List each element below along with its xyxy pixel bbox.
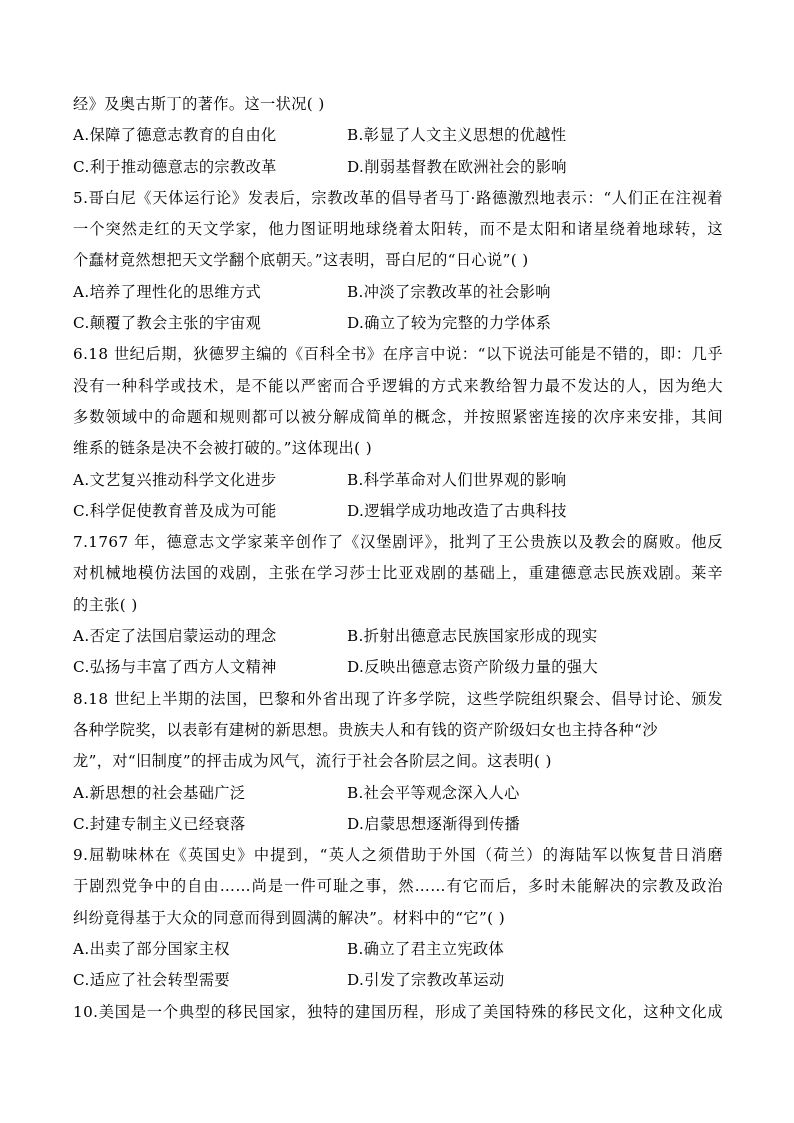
question-8-options-row-1: [73, 778, 723, 809]
question-6-stem-line-1: 6.18 世纪后期，狄德罗主编的《百科全书》在序言中说：“以下说法可能是不错的，即：几乎: [73, 345, 723, 364]
question-9-stem-line-2: 于剧烈党争中的自由……尚是一件可耻之事，然……有它而后，多时未能解决的宗教及政治: [73, 877, 723, 896]
question-9-options-row-2: [73, 965, 723, 996]
question-4-option-b: B.彰显了人文主义思想的优越性: [347, 126, 567, 145]
question-6-option-c: C.科学促使教育普及成为可能: [73, 501, 277, 520]
question-5-option-b: B.冲淡了宗教改革的社会影响: [347, 282, 551, 301]
question-9-stem-line-1: 9.屈勒味林在《英国史》中提到，“英人之须借助于外国（荷兰）的海陆军以恢复昔日消磨: [73, 846, 723, 865]
question-7-stem-line-2: 对机械地模仿法国的戏剧，主张在学习莎士比亚戏剧的基础上，重建德意志民族戏剧。莱辛: [73, 564, 723, 583]
question-6-option-a: A.文艺复兴推动科学文化进步: [73, 470, 277, 489]
question-5-stem-line-2: 一个突然走红的天文学家，他力图证明地球绕着太阳转，而不是太阳和诸星绕着地球转，这: [73, 220, 723, 239]
question-4-options-row-1: [73, 120, 723, 151]
question-4-stem: 经》及奥古斯丁的著作。这一状况( ): [73, 95, 325, 113]
question-5-option-d: D.确立了较为完整的力学体系: [347, 314, 552, 333]
question-8-option-d: D.启蒙思想逐渐得到传播: [347, 814, 521, 833]
question-8-option-a: A.新思想的社会基础广泛: [73, 783, 246, 802]
question-9-option-d: D.引发了宗教改革运动: [347, 971, 505, 990]
question-8-options-row-2: [73, 809, 723, 840]
question-5-stem-line-1: 5.哥白尼《天体运行论》发表后，宗教改革的倡导者马丁·路德激烈地表示：“人们正在注视着: [73, 188, 723, 207]
question-6-options-row-2: [73, 496, 723, 527]
question-6-option-d: D.逻辑学成功地改造了古典科技: [347, 501, 567, 520]
question-4-option-a: A.保障了德意志教育的自由化: [73, 126, 277, 145]
question-6-stem-line-2: 没有一种科学或技术，是不能以严密而合乎逻辑的方式来教给智力最不发达的人，因为绝大: [73, 376, 723, 395]
question-9-options-row-1: [73, 934, 723, 965]
question-9-option-b: B.确立了君主立宪政体: [347, 940, 505, 959]
question-4-option-d: D.削弱基督教在欧洲社会的影响: [347, 157, 567, 176]
question-5-options-row-2: [73, 308, 723, 339]
question-6-option-b: B.科学革命对人们世界观的影响: [347, 470, 567, 489]
question-5-option-c: C.颠覆了教会主张的宇宙观: [73, 314, 262, 333]
question-7-options-row-1: [73, 621, 723, 652]
question-9-option-c: C.适应了社会转型需要: [73, 971, 230, 990]
question-7-stem-line-3: 的主张( ): [73, 595, 138, 614]
question-5-stem-line-3: 个蠢材竟然想把天文学翻个底朝天。”这表明，哥白尼的“日心说”( ): [73, 251, 529, 270]
question-6-stem-line-4: 维系的链条是决不会被打破的。”这体现出( ): [73, 439, 373, 458]
question-4-options-row-2: [73, 152, 723, 183]
question-7-stem-line-1: 7.1767 年，德意志文学家莱辛创作了《汉堡剧评》，批判了王公贵族以及教会的腐败。他反: [73, 533, 723, 552]
question-7-option-c: C.弘扬与丰富了西方人文精神: [73, 658, 277, 677]
question-5-options-row-1: [73, 277, 723, 308]
question-7-option-b: B.折射出德意志民族国家形成的现实: [347, 627, 598, 646]
question-8-stem-line-3: 龙”，对“旧制度”的抨击成为风气，流行于社会各阶层之间。这表明( ): [73, 752, 552, 771]
question-8-option-b: B.社会平等观念深入人心: [347, 783, 520, 802]
question-9-option-a: A.出卖了部分国家主权: [73, 940, 230, 959]
question-6-stem-line-3: 多数领域中的命题和规则都可以被分解成简单的概念，并按照紧密连接的次序来安排，其间: [73, 407, 723, 426]
question-7-option-a: A.否定了法国启蒙运动的理念: [73, 627, 277, 646]
question-4-option-c: C.利于推动德意志的宗教改革: [73, 157, 277, 176]
question-10-stem-line-1: 10.美国是一个典型的移民国家，独特的建国历程，形成了美国特殊的移民文化，这种文化成: [73, 1002, 723, 1021]
question-5-option-a: A.培养了理性化的思维方式: [73, 282, 262, 301]
question-7-options-row-2: [73, 652, 723, 683]
question-7-option-d: D.反映出德意志资产阶级力量的强大: [347, 658, 599, 677]
question-9-stem-line-3: 纠纷竟得基于大众的同意而得到圆满的解决”。材料中的“它”( ): [73, 908, 506, 927]
question-8-option-c: C.封建专制主义已经衰落: [73, 814, 246, 833]
exam-page: [73, 89, 723, 1028]
question-8-stem-line-1: 8.18 世纪上半期的法国，巴黎和外省出现了许多学院，这些学院组织聚会、倡导讨论、颁发: [73, 689, 723, 708]
question-6-options-row-1: [73, 465, 723, 496]
question-8-stem-line-2: 各种学院奖，以表彰有建树的新思想。贵族夫人和有钱的资产阶级妇女也主持各种“沙: [73, 720, 658, 739]
